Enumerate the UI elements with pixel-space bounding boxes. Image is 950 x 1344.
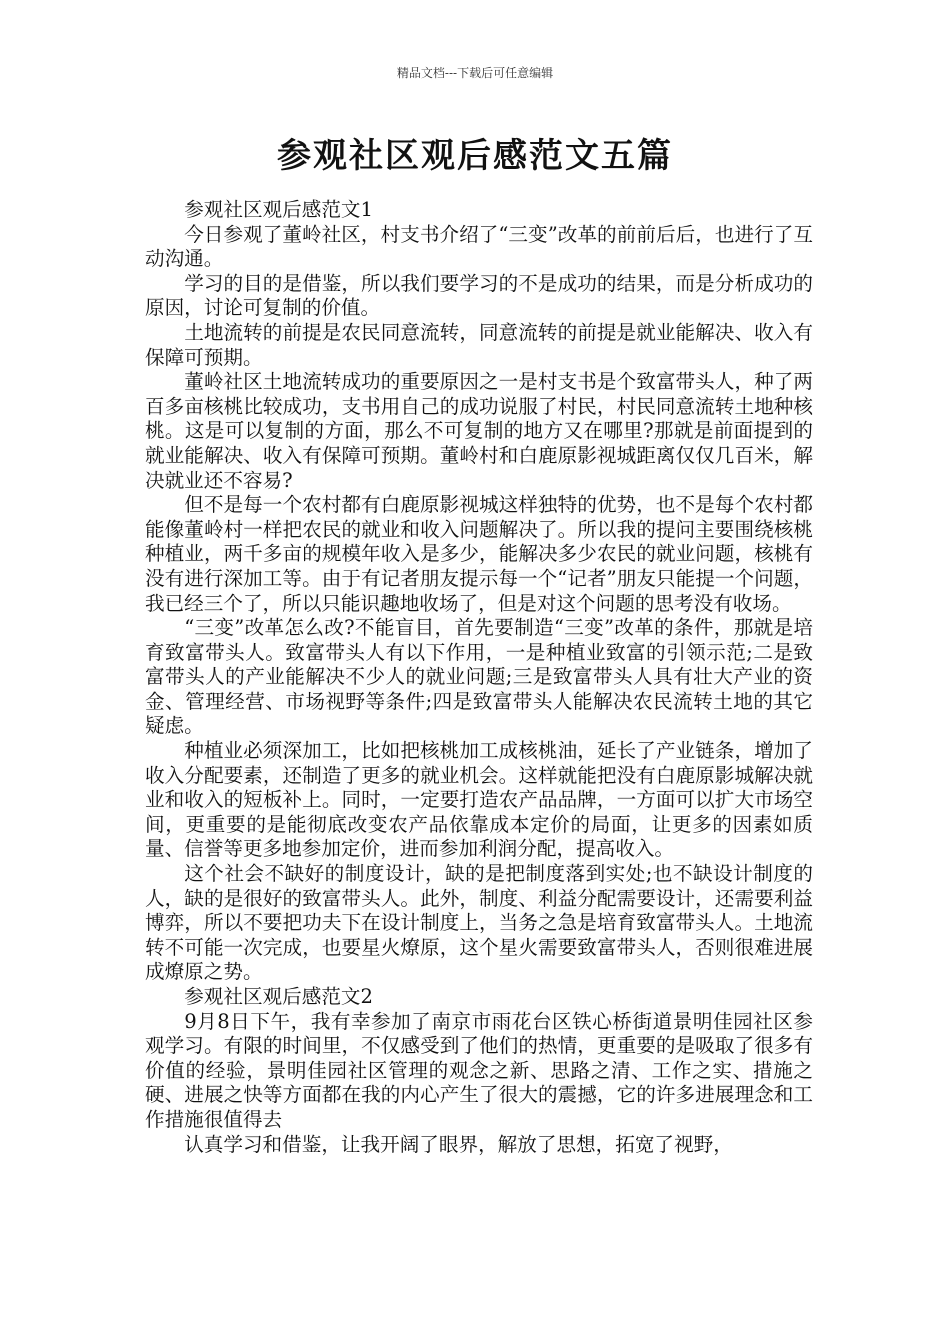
paragraph: 9月8日下午，我有幸参加了南京市雨花台区铁心桥街道景明佳园社区参观学习。有限的时间里，不仅感受到了他们的热情，更重要的是吸取了很多有价值的经验，景明佳园社区管理的观念之新、思路之清、工作之实、措施之硬、进展之快等方面都在我的内心产生了很大的震撼，它的许多进展理念和工作措施很值得去 bbox=[145, 1009, 813, 1131]
paragraph: 学习的目的是借鉴，所以我们要学习的不是成功的结果，而是分析成功的原因，讨论可复制的价值。 bbox=[145, 271, 813, 320]
document-body bbox=[145, 198, 813, 1157]
section-heading-2: 参观社区观后感范文2 bbox=[184, 985, 373, 1008]
document-title: 参观社区观后感范文五篇 bbox=[277, 136, 673, 176]
paragraph: 土地流转的前提是农民同意流转，同意流转的前提是就业能解决、收入有保障可预期。 bbox=[145, 320, 813, 369]
section-heading-1: 参观社区观后感范文1 bbox=[184, 198, 373, 221]
paragraph: 但不是每一个农村都有白鹿原影视城这样独特的优势，也不是每个农村都能像董岭村一样把农民的就业和收入问题解决了。所以我的提问主要围绕核桃种植业，两千多亩的规模年收入是多少，能解决多少农民的就业问题，核桃有没有进行深加工等。由于有记者朋友提示每一个“记者”朋友只能提一个问题，我已经三个了，所以只能识趣地收场了，但是对这个问题的思考没有收场。 bbox=[145, 493, 813, 615]
paragraph: 这个社会不缺好的制度设计，缺的是把制度落到实处;也不缺设计制度的人，缺的是很好的致富带头人。此外，制度、利益分配需要设计，还需要利益博弈，所以不要把功夫下在设计制度上，当务之急是培育致富带头人。土地流转不可能一次完成，也要星火燎原，这个星火需要致富带头人，否则很难进展成燎原之势。 bbox=[145, 862, 813, 984]
paragraph: 董岭社区土地流转成功的重要原因之一是村支书是个致富带头人，种了两百多亩核桃比较成功，支书用自己的成功说服了村民，村民同意流转土地种核桃。这是可以复制的方面，那么不可复制的地方又在哪里?那就是前面提到的就业能解决、收入有保障可预期。董岭村和白鹿原影视城距离仅仅几百米，解决就业还不容易? bbox=[145, 370, 813, 492]
paragraph: 种植业必须深加工，比如把核桃加工成核桃油，延长了产业链条，增加了收入分配要素，还制造了更多的就业机会。这样就能把没有白鹿原影城解决就业和收入的短板补上。同时，一定要打造农产品品牌，一方面可以扩大市场空间，更重要的是能彻底改变农产品依靠成本定价的局面，让更多的因素如质量、信誉等更多地参加定价，进而参加利润分配，提高收入。 bbox=[145, 739, 813, 861]
paragraph: 认真学习和借鉴，让我开阔了眼界，解放了思想，拓宽了视野， bbox=[184, 1132, 733, 1156]
page-header: 精品文档---下载后可任意编辑 bbox=[396, 66, 554, 80]
paragraph: 今日参观了董岭社区，村支书介绍了“三变”改革的前前后后，也进行了互动沟通。 bbox=[145, 222, 813, 271]
paragraph: “三变”改革怎么改?不能盲目，首先要制造“三变”改革的条件，那就是培育致富带头人。致富带头人有以下作用，一是种植业致富的引领示范;二是致富带头人的产业能解决不少人的就业问题;三是致富带头人具有壮大产业的资金、管理经营、市场视野等条件;四是致富带头人能解决农民流转土地的其它疑虑。 bbox=[145, 616, 813, 738]
